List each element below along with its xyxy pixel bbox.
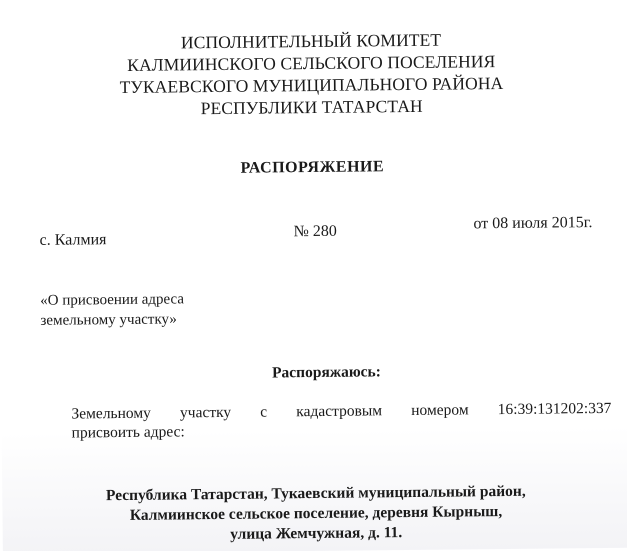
issuer-header: [0, 27, 625, 122]
address-line-3: улица Жемчужная, д. 11.: [230, 524, 403, 543]
issuer-line-4: РЕСПУБЛИКИ ТАТАРСТАН: [200, 95, 423, 119]
order-heading: Распоряжаюсь:: [271, 363, 381, 382]
issuer-line-2: КАЛМИИНСКОГО СЕЛЬСКОГО ПОСЕЛЕНИЯ: [127, 51, 496, 75]
order-word: участку: [179, 403, 232, 422]
address-line-2: Калмиинское сельское поселение, деревня Кырныш,: [129, 503, 503, 524]
order-line-2: присвоить адрес:: [71, 423, 185, 442]
order-text: [71, 399, 611, 443]
document-title: РАСПОРЯЖЕНИЕ: [240, 158, 385, 177]
subject-line-1: «О присвоении адреса: [40, 291, 185, 309]
order-word: с: [260, 403, 268, 421]
order-word: кадастровым: [296, 402, 383, 421]
cadastral-number: 16:39:131202:337: [497, 399, 612, 419]
order-word: Земельному: [71, 404, 151, 423]
subject-line-2: земельному участку»: [40, 311, 177, 329]
address-line-1: Республика Татарстан, Тукаевский муниципальный район,: [105, 482, 526, 505]
document-number: № 280: [293, 222, 337, 241]
document-subject: [40, 289, 184, 331]
assigned-address: [2, 481, 627, 548]
document-place: с. Калмия: [39, 231, 107, 249]
issuer-line-3: ТУКАЕВСКОГО МУНИЦИПАЛЬНОГО РАЙОНА: [119, 73, 504, 98]
order-word: номером: [411, 401, 469, 419]
document-date: от 08 июля 2015г.: [473, 214, 593, 233]
issuer-line-1: ИСПОЛНИТЕЛЬНЫЙ КОМИТЕТ: [180, 29, 442, 53]
